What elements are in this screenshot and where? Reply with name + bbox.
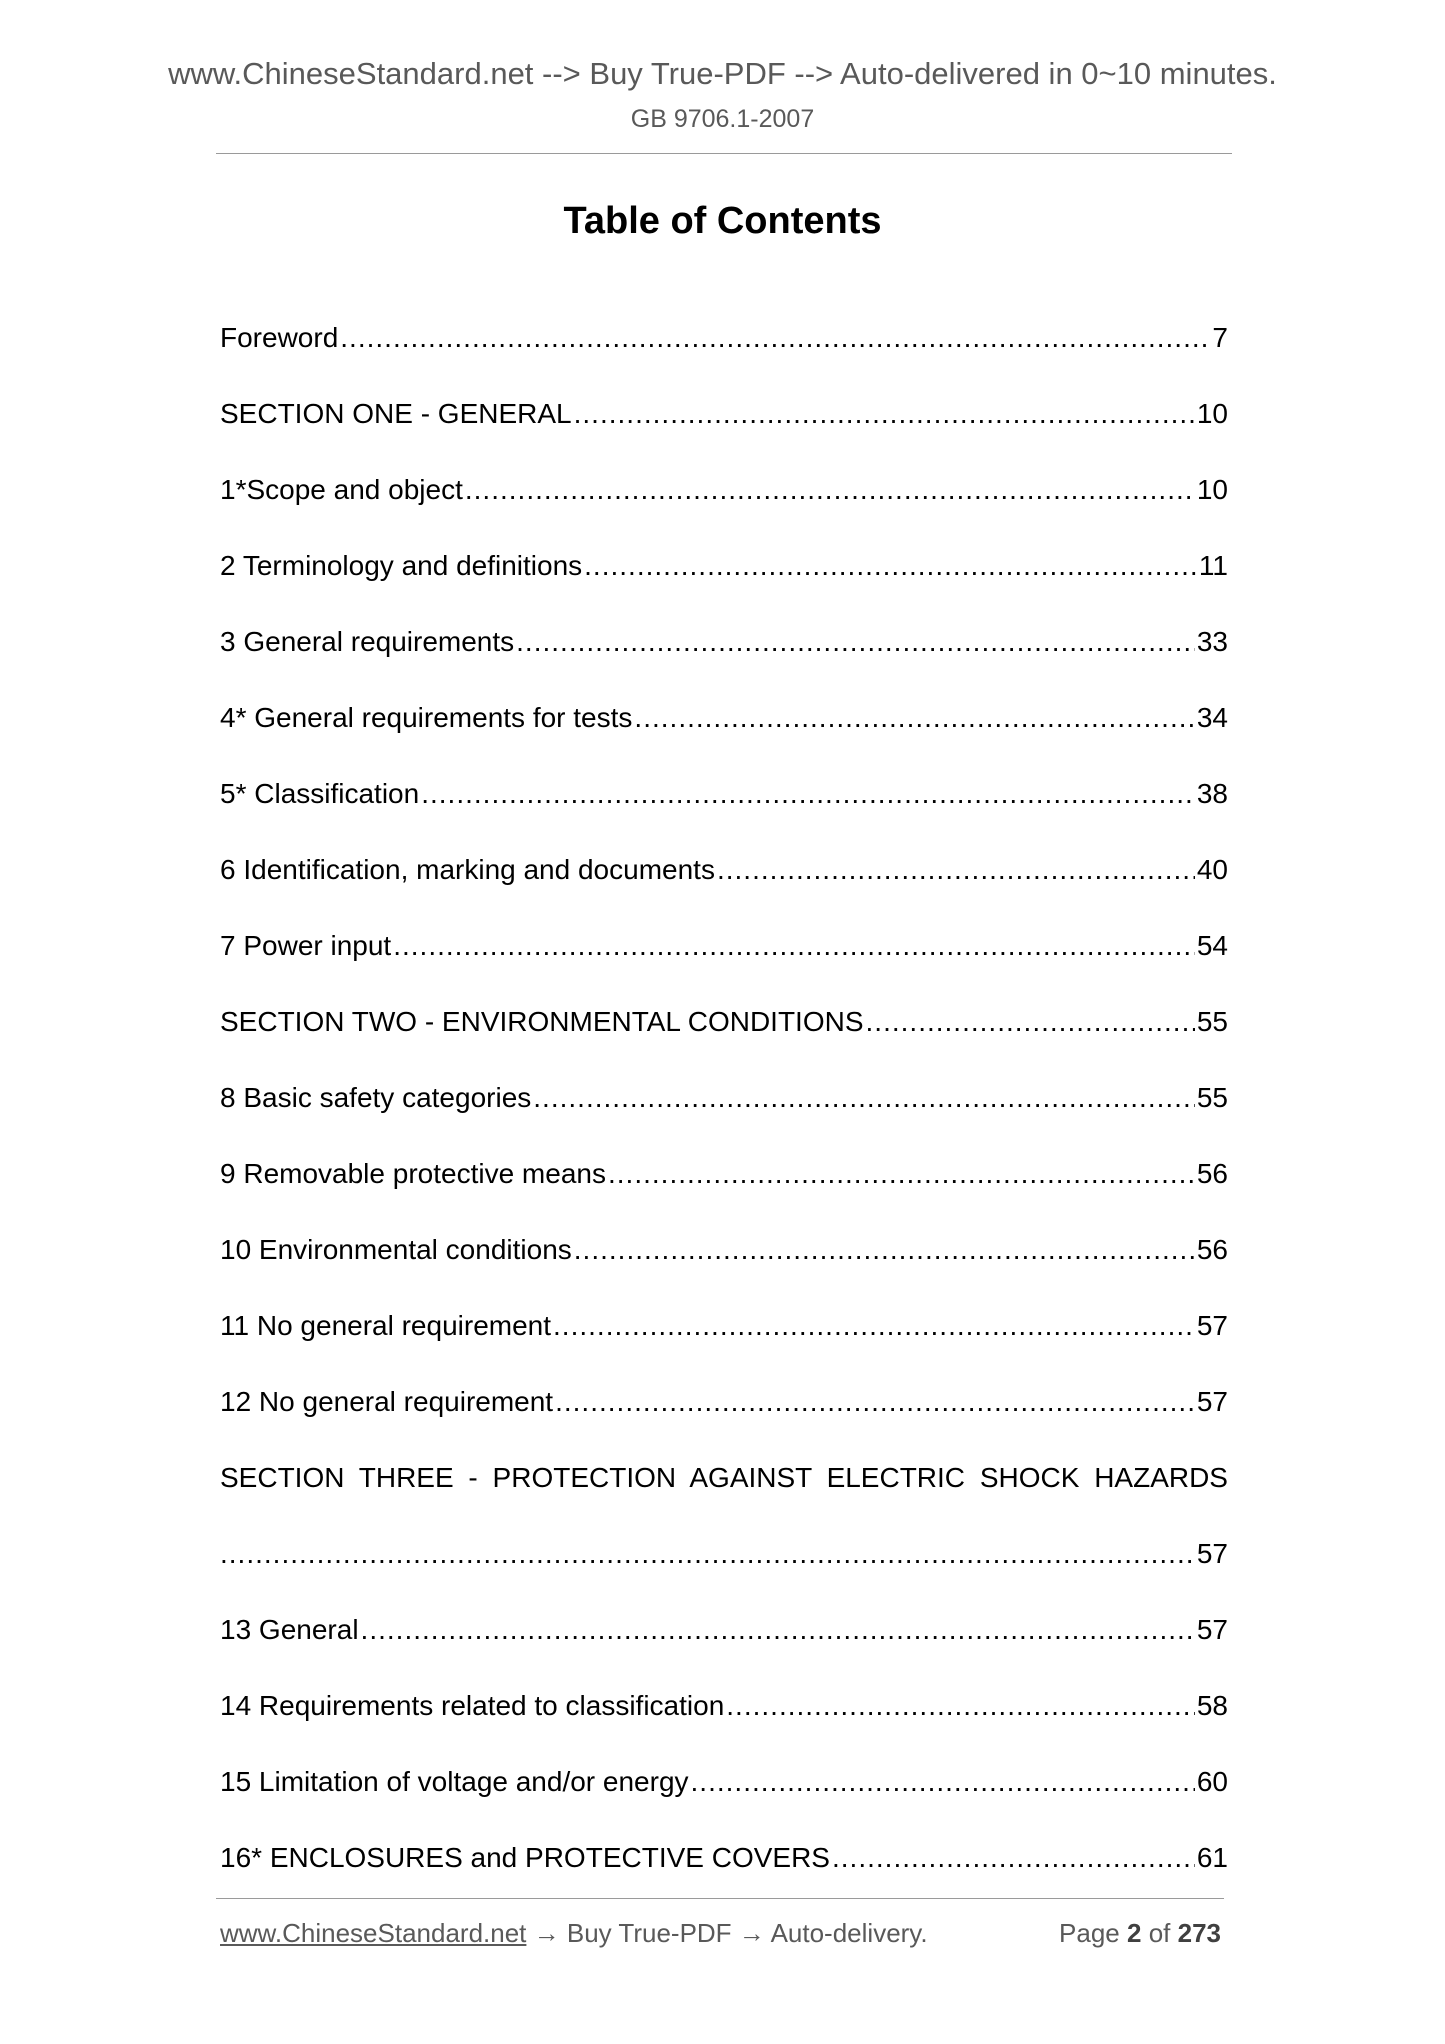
toc-entry-page: 34 <box>1196 702 1228 733</box>
toc-entry-6[interactable] <box>220 846 1228 922</box>
toc-entry-label: 12 No general requirement <box>220 1386 554 1417</box>
toc-entry-8[interactable] <box>220 1074 1228 1150</box>
toc-leader-dots <box>691 1758 1195 1806</box>
toc-entry-12[interactable] <box>220 1378 1228 1454</box>
toc-entry-label: 7 Power input <box>220 930 392 961</box>
toc-leader-dots <box>465 466 1195 514</box>
of-word: of <box>1148 1918 1171 1948</box>
table-of-contents <box>220 314 1228 1910</box>
toc-entry-page: 7 <box>1212 322 1228 353</box>
toc-entry-page: 40 <box>1196 854 1228 885</box>
toc-entry-label: 16* ENCLOSURES and PROTECTIVE COVERS <box>220 1842 830 1873</box>
toc-entry-15[interactable] <box>220 1758 1228 1834</box>
toc-leader-dots <box>340 314 1210 362</box>
toc-entry-page: 55 <box>1196 1082 1228 1113</box>
toc-entry-page: 57 <box>1196 1538 1228 1569</box>
toc-leader-dots <box>421 770 1195 818</box>
toc-leader-dots <box>866 998 1195 1046</box>
toc-entry-label: 9 Removable protective means <box>220 1158 606 1189</box>
toc-entry-label: 14 Requirements related to classification <box>220 1690 725 1721</box>
toc-entry-label: 6 Identification, marking and documents <box>220 854 715 885</box>
toc-leader-dots <box>634 694 1194 742</box>
header-divider <box>216 153 1232 154</box>
toc-entry-label: 1*Scope and object <box>220 474 463 505</box>
toc-entry-1[interactable] <box>220 466 1228 542</box>
toc-leader-dots <box>516 618 1195 666</box>
footer-promo <box>220 1918 928 1949</box>
toc-entry-7[interactable] <box>220 922 1228 998</box>
toc-entry-page: 57 <box>1196 1310 1228 1341</box>
toc-entry-label: 3 General requirements <box>220 626 515 657</box>
toc-entry-page: 57 <box>1196 1386 1228 1417</box>
toc-leader-dots <box>220 1530 1195 1578</box>
toc-entry-label: SECTION TWO - ENVIRONMENTAL CONDITIONS <box>220 1006 864 1037</box>
toc-entry-label: 15 Limitation of voltage and/or energy <box>220 1766 689 1797</box>
toc-entry-9[interactable] <box>220 1150 1228 1226</box>
toc-leader-dots <box>553 1302 1195 1350</box>
toc-entry-4[interactable] <box>220 694 1228 770</box>
page-word: Page <box>1059 1918 1120 1948</box>
toc-leader-dots <box>832 1834 1195 1882</box>
toc-leader-dots <box>361 1606 1195 1654</box>
toc-leader-dots <box>393 922 1195 970</box>
toc-entry-page: 60 <box>1196 1766 1228 1797</box>
toc-entry-page: 56 <box>1196 1158 1228 1189</box>
toc-entry-11[interactable] <box>220 1302 1228 1378</box>
toc-title: Table of Contents <box>563 200 882 242</box>
toc-entry-page: 61 <box>1196 1842 1228 1873</box>
toc-entry-section-two[interactable] <box>220 998 1228 1074</box>
toc-entry-page: 10 <box>1196 398 1228 429</box>
toc-entry-page: 56 <box>1196 1234 1228 1265</box>
toc-entry-label: 4* General requirements for tests <box>220 702 633 733</box>
toc-leader-dots <box>608 1150 1195 1198</box>
toc-entry-label: SECTION THREE - PROTECTION AGAINST ELECTRIC SHOCK HAZARDS <box>220 1462 1228 1493</box>
footer-divider <box>216 1898 1224 1899</box>
toc-leader-dots <box>717 846 1195 894</box>
toc-entry-section-three-heading[interactable] <box>220 1454 1228 1530</box>
toc-entry-label: 8 Basic safety categories <box>220 1082 532 1113</box>
toc-entry-label: 13 General <box>220 1614 359 1645</box>
toc-leader-dots <box>584 542 1197 590</box>
toc-entry-label: 10 Environmental conditions <box>220 1234 572 1265</box>
toc-leader-dots <box>574 390 1195 438</box>
total-page-count: 273 <box>1177 1918 1221 1948</box>
toc-entry-section-three-page[interactable] <box>220 1530 1228 1606</box>
toc-entry-page: 54 <box>1196 930 1228 961</box>
toc-entry-3[interactable] <box>220 618 1228 694</box>
toc-leader-dots <box>574 1226 1195 1274</box>
toc-entry-page: 57 <box>1196 1614 1228 1645</box>
page-indicator <box>1059 1918 1221 1949</box>
toc-entry-page: 10 <box>1196 474 1228 505</box>
toc-entry-page: 33 <box>1196 626 1228 657</box>
toc-entry-label: 2 Terminology and definitions <box>220 550 583 581</box>
current-page-number: 2 <box>1126 1918 1142 1948</box>
toc-entry-label: SECTION ONE - GENERAL <box>220 398 572 429</box>
site-link[interactable]: www.ChineseStandard.net <box>220 1918 527 1948</box>
toc-entry-page: 58 <box>1196 1690 1228 1721</box>
footer-tagline: → Buy True-PDF → Auto-delivery. <box>526 1918 928 1948</box>
toc-entry-page: 55 <box>1196 1006 1228 1037</box>
toc-leader-dots <box>555 1378 1195 1426</box>
toc-entry-page: 38 <box>1196 778 1228 809</box>
toc-entry-14[interactable] <box>220 1682 1228 1758</box>
standard-id: GB 9706.1-2007 <box>630 105 815 133</box>
toc-entry-label: Foreword <box>220 322 339 353</box>
toc-entry-10[interactable] <box>220 1226 1228 1302</box>
toc-entry-page: 11 <box>1198 550 1228 581</box>
toc-entry-13[interactable] <box>220 1606 1228 1682</box>
toc-entry-label: 11 No general requirement <box>220 1310 552 1341</box>
toc-entry-2[interactable] <box>220 542 1228 618</box>
header-banner: www.ChineseStandard.net --> Buy True-PDF --> Auto-delivered in 0~10 minutes. <box>168 56 1277 91</box>
toc-leader-dots <box>533 1074 1195 1122</box>
toc-entry-section-one[interactable] <box>220 390 1228 466</box>
toc-entry-foreword[interactable] <box>220 314 1228 390</box>
toc-leader-dots <box>726 1682 1195 1730</box>
toc-entry-label: 5* Classification <box>220 778 420 809</box>
toc-entry-5[interactable] <box>220 770 1228 846</box>
